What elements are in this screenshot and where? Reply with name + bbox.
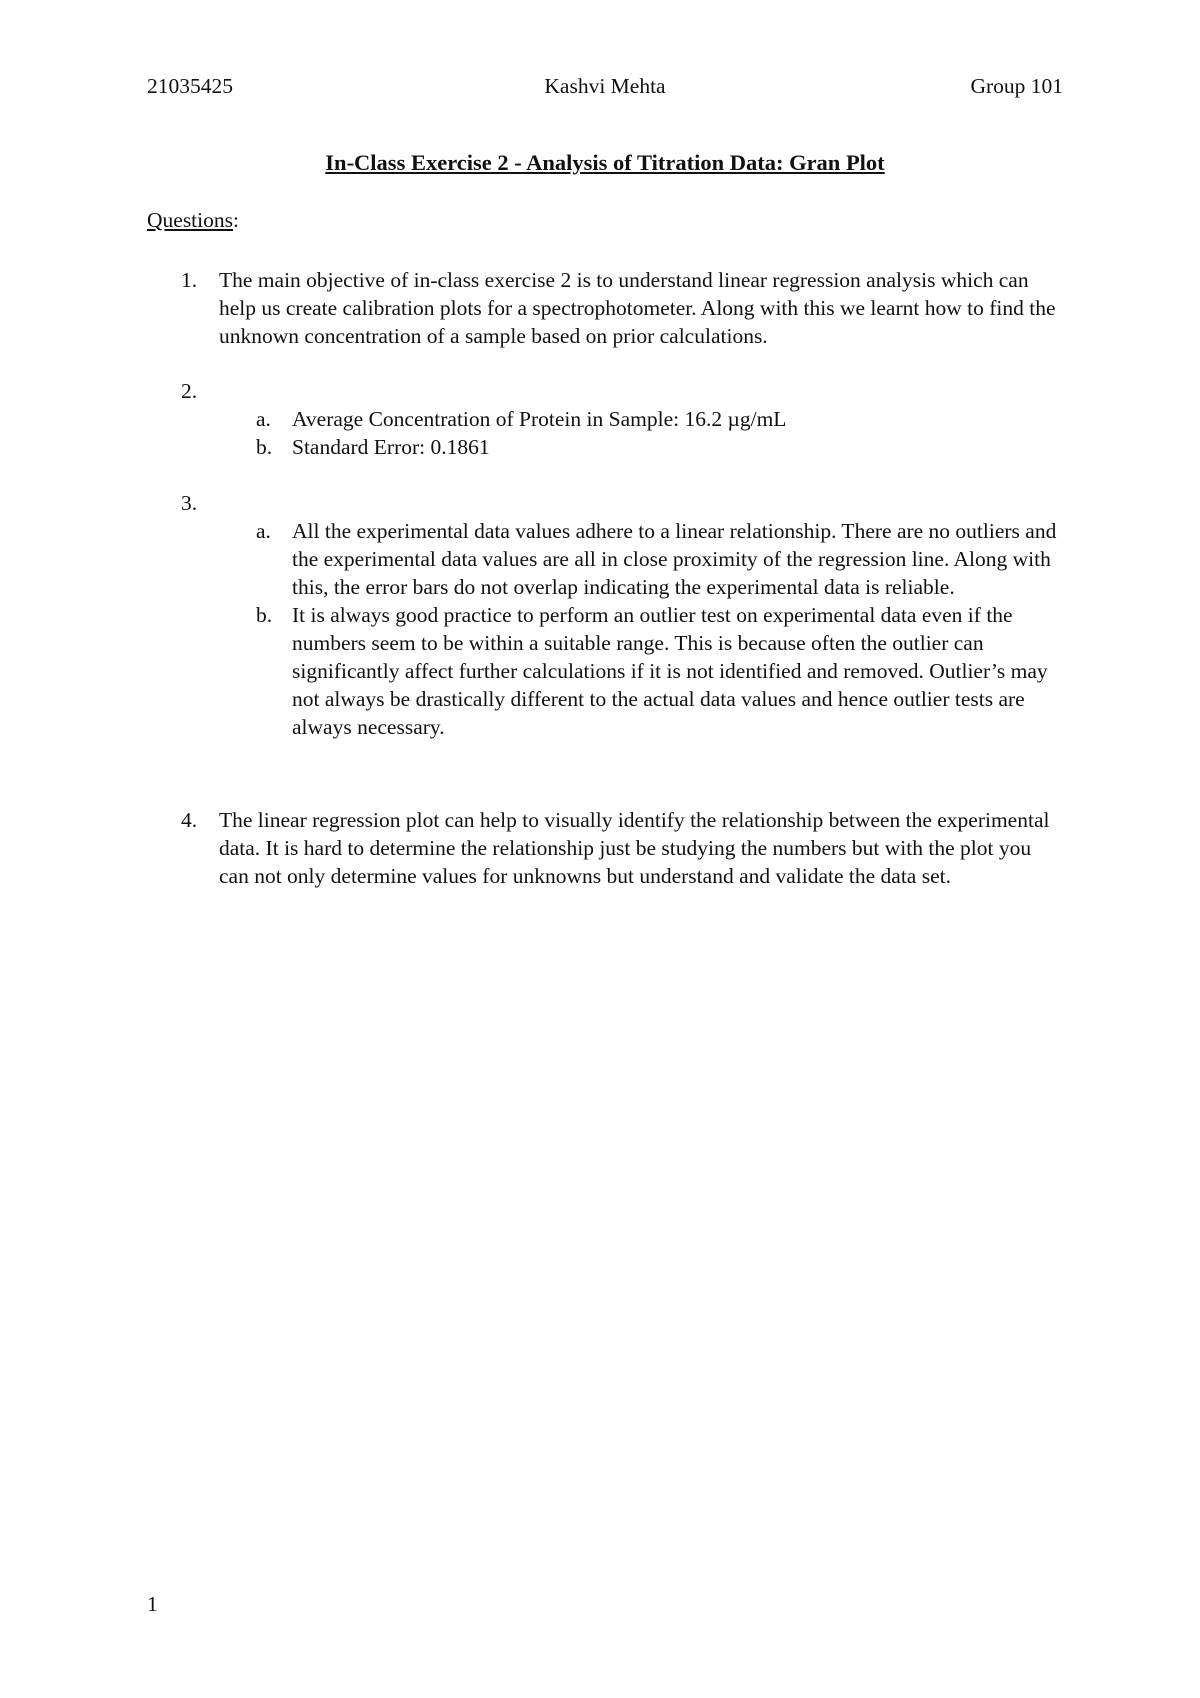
sub-answer-text: All the experimental data values adhere to a linear relationship. There are no outliers and the experimental data values are all in close proximity of the regression line. Along with this, the error bars do not overlap indicating the experimental data is reliable. xyxy=(292,519,1057,599)
sub-answer-letter: a. xyxy=(256,407,271,431)
sub-answer-b xyxy=(256,601,1062,741)
sub-answer-text: Standard Error: 0.1861 xyxy=(292,435,490,459)
sub-answer-a xyxy=(256,517,1062,601)
header-name: Kashvi Mehta xyxy=(544,74,666,98)
document-title: In-Class Exercise 2 - Analysis of Titration Data: Gran Plot xyxy=(325,150,885,175)
question-answer-text: The linear regression plot can help to visually identify the relationship between the experimental data. It is hard to determine the relationship just be studying the numbers but with the plot you can not only determine values for unknowns but understand and validate the data set. xyxy=(219,808,1050,888)
questions-colon: : xyxy=(233,208,239,232)
header-group: Group 101 xyxy=(970,74,1063,98)
question-3 xyxy=(147,489,1063,741)
sub-answer-a xyxy=(256,405,1062,433)
sub-answer-letter: b. xyxy=(256,603,273,627)
question-number: 2. xyxy=(181,379,198,403)
questions-heading xyxy=(147,206,239,234)
question-2 xyxy=(147,377,1063,461)
sub-answer-text: Average Concentration of Protein in Sample: 16.2 µg/mL xyxy=(292,407,787,431)
page-number: 1 xyxy=(147,1592,158,1616)
question-number: 3. xyxy=(181,491,198,515)
sub-answer-letter: b. xyxy=(256,435,273,459)
question-1 xyxy=(147,266,1063,350)
sub-answer-letter: a. xyxy=(256,519,271,543)
sub-answer-b xyxy=(256,433,1062,461)
header-student-id: 21035425 xyxy=(147,74,233,98)
question-number: 4. xyxy=(181,808,198,832)
question-4 xyxy=(147,806,1063,890)
page-header xyxy=(147,72,1063,102)
question-number: 1. xyxy=(181,268,198,292)
questions-label: Questions xyxy=(147,208,233,232)
question-answer-text: The main objective of in-class exercise 2 is to understand linear regression analysis which can help us create calibration plots for a spectrophotometer. Along with this we learnt how to find the unknown concentration of a sample based on prior calculations. xyxy=(219,268,1056,348)
sub-answer-text: It is always good practice to perform an outlier test on experimental data even if the numbers seem to be within a suitable range. This is because often the outlier can significantly affect further calculations if it is not identified and removed. Outlier’s may not always be drastically different to the actual data values and hence outlier tests are always necessary. xyxy=(292,603,1048,739)
